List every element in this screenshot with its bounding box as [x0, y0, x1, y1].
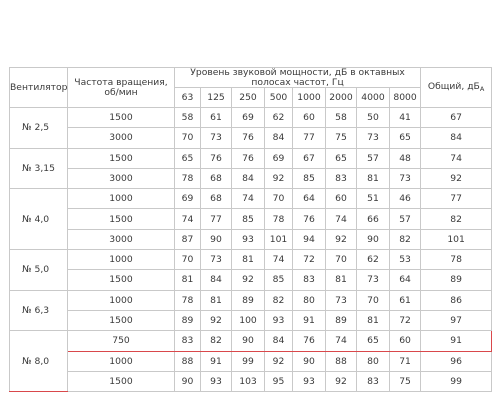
level-cell-8000: 64 [390, 270, 421, 290]
rpm-cell: 1500 [68, 209, 175, 229]
level-cell-63: 58 [175, 108, 201, 128]
level-cell-1000: 83 [293, 270, 326, 290]
level-cell-250: 69 [232, 108, 265, 128]
band-header-250: 250 [232, 88, 265, 108]
level-cell-2000: 73 [326, 290, 357, 310]
table-row [10, 229, 492, 249]
level-cell-125: 61 [201, 108, 232, 128]
total-cell: 97 [421, 310, 492, 330]
table-row [10, 371, 492, 391]
level-cell-8000: 53 [390, 250, 421, 270]
level-cell-4000: 83 [357, 371, 390, 391]
level-cell-125: 93 [201, 371, 232, 391]
table-row [10, 290, 492, 310]
level-cell-1000: 77 [293, 128, 326, 148]
table-row [10, 310, 492, 330]
level-cell-500: 84 [265, 331, 293, 351]
total-cell: 92 [421, 168, 492, 188]
level-cell-125: 84 [201, 270, 232, 290]
rpm-cell: 1000 [68, 250, 175, 270]
level-cell-125: 76 [201, 148, 232, 168]
fan-column-header: Вентилятор [10, 68, 68, 108]
total-header-subscript: А [479, 85, 485, 94]
level-cell-4000: 51 [357, 189, 390, 209]
level-cell-500: 92 [265, 351, 293, 371]
table-header [10, 68, 492, 108]
rpm-cell: 1500 [68, 108, 175, 128]
band-header-8000: 8000 [390, 88, 421, 108]
table-row [10, 209, 492, 229]
table-body [10, 108, 492, 392]
level-cell-63: 70 [175, 250, 201, 270]
level-cell-8000: 72 [390, 310, 421, 330]
fan-size-cell: № 5,0 [10, 250, 68, 291]
table-row [10, 108, 492, 128]
level-cell-8000: 71 [390, 351, 421, 371]
level-cell-2000: 60 [326, 189, 357, 209]
total-cell: 101 [421, 229, 492, 249]
level-cell-500: 82 [265, 290, 293, 310]
level-cell-63: 88 [175, 351, 201, 371]
level-cell-500: 84 [265, 128, 293, 148]
level-cell-8000: 75 [390, 371, 421, 391]
level-cell-2000: 89 [326, 310, 357, 330]
level-cell-250: 99 [232, 351, 265, 371]
level-cell-125: 81 [201, 290, 232, 310]
level-cell-4000: 73 [357, 270, 390, 290]
level-cell-2000: 92 [326, 229, 357, 249]
table-row [10, 168, 492, 188]
rpm-cell: 1000 [68, 290, 175, 310]
level-cell-500: 69 [265, 148, 293, 168]
total-cell: 86 [421, 290, 492, 310]
level-cell-125: 77 [201, 209, 232, 229]
level-cell-8000: 60 [390, 331, 421, 351]
level-cell-1000: 72 [293, 250, 326, 270]
level-cell-125: 82 [201, 331, 232, 351]
fan-size-cell: № 4,0 [10, 189, 68, 250]
band-header-63: 63 [175, 88, 201, 108]
level-cell-125: 68 [201, 168, 232, 188]
level-cell-1000: 90 [293, 351, 326, 371]
band-header-2000: 2000 [326, 88, 357, 108]
level-cell-63: 90 [175, 371, 201, 391]
level-cell-1000: 67 [293, 148, 326, 168]
level-cell-125: 90 [201, 229, 232, 249]
level-cell-63: 65 [175, 148, 201, 168]
level-cell-500: 70 [265, 189, 293, 209]
level-cell-125: 73 [201, 128, 232, 148]
total-cell: 67 [421, 108, 492, 128]
level-cell-2000: 65 [326, 148, 357, 168]
rpm-cell: 1000 [68, 189, 175, 209]
level-cell-500: 74 [265, 250, 293, 270]
level-cell-1000: 85 [293, 168, 326, 188]
rpm-cell: 1500 [68, 270, 175, 290]
total-cell: 91 [421, 331, 492, 351]
level-cell-4000: 70 [357, 290, 390, 310]
level-cell-8000: 73 [390, 168, 421, 188]
level-cell-8000: 82 [390, 229, 421, 249]
band-header-4000: 4000 [357, 88, 390, 108]
level-cell-250: 81 [232, 250, 265, 270]
level-cell-2000: 92 [326, 371, 357, 391]
level-cell-63: 70 [175, 128, 201, 148]
level-cell-4000: 73 [357, 128, 390, 148]
level-cell-2000: 70 [326, 250, 357, 270]
level-cell-250: 76 [232, 128, 265, 148]
level-cell-2000: 75 [326, 128, 357, 148]
level-cell-2000: 83 [326, 168, 357, 188]
level-cell-8000: 57 [390, 209, 421, 229]
level-cell-125: 91 [201, 351, 232, 371]
rpm-cell: 1000 [68, 351, 175, 371]
level-cell-250: 100 [232, 310, 265, 330]
total-cell: 78 [421, 250, 492, 270]
total-cell: 89 [421, 270, 492, 290]
table-row [10, 331, 492, 351]
level-cell-8000: 41 [390, 108, 421, 128]
level-cell-250: 92 [232, 270, 265, 290]
total-cell: 77 [421, 189, 492, 209]
level-cell-4000: 80 [357, 351, 390, 371]
level-cell-4000: 57 [357, 148, 390, 168]
level-cell-63: 78 [175, 168, 201, 188]
total-cell: 74 [421, 148, 492, 168]
band-header-1000: 1000 [293, 88, 326, 108]
level-cell-8000: 65 [390, 128, 421, 148]
rpm-cell: 1500 [68, 148, 175, 168]
table-row [10, 270, 492, 290]
rpm-cell: 3000 [68, 128, 175, 148]
level-cell-500: 85 [265, 270, 293, 290]
level-cell-1000: 91 [293, 310, 326, 330]
speed-column-header: Частота вращения, об/мин [68, 68, 175, 108]
fan-size-cell: № 6,3 [10, 290, 68, 331]
band-header-500: 500 [265, 88, 293, 108]
level-cell-4000: 50 [357, 108, 390, 128]
level-cell-250: 103 [232, 371, 265, 391]
level-cell-125: 73 [201, 250, 232, 270]
table-row [10, 351, 492, 371]
rpm-cell: 1500 [68, 371, 175, 391]
level-cell-125: 92 [201, 310, 232, 330]
level-cell-1000: 80 [293, 290, 326, 310]
level-cell-63: 81 [175, 270, 201, 290]
level-cell-2000: 81 [326, 270, 357, 290]
level-cell-250: 74 [232, 189, 265, 209]
level-cell-500: 92 [265, 168, 293, 188]
table-row [10, 189, 492, 209]
table-row [10, 128, 492, 148]
level-cell-500: 93 [265, 310, 293, 330]
fan-size-cell: № 2,5 [10, 108, 68, 149]
level-cell-500: 95 [265, 371, 293, 391]
level-cell-500: 101 [265, 229, 293, 249]
table-row [10, 148, 492, 168]
total-cell: 96 [421, 351, 492, 371]
level-cell-1000: 94 [293, 229, 326, 249]
sound-power-table [9, 67, 492, 392]
level-cell-63: 87 [175, 229, 201, 249]
total-cell: 99 [421, 371, 492, 391]
level-cell-250: 85 [232, 209, 265, 229]
band-header-125: 125 [201, 88, 232, 108]
level-cell-4000: 90 [357, 229, 390, 249]
total-column-header [421, 68, 492, 108]
level-cell-1000: 60 [293, 108, 326, 128]
level-cell-1000: 64 [293, 189, 326, 209]
level-cell-2000: 74 [326, 331, 357, 351]
level-cell-2000: 74 [326, 209, 357, 229]
total-cell: 82 [421, 209, 492, 229]
level-cell-4000: 66 [357, 209, 390, 229]
level-cell-1000: 93 [293, 371, 326, 391]
level-cell-250: 89 [232, 290, 265, 310]
rpm-cell: 3000 [68, 168, 175, 188]
level-cell-8000: 46 [390, 189, 421, 209]
level-cell-500: 78 [265, 209, 293, 229]
level-cell-8000: 61 [390, 290, 421, 310]
total-header-label: Общий, дБ [427, 81, 480, 93]
level-cell-250: 84 [232, 168, 265, 188]
level-cell-500: 62 [265, 108, 293, 128]
rpm-cell: 750 [68, 331, 175, 351]
level-cell-63: 89 [175, 310, 201, 330]
level-cell-250: 93 [232, 229, 265, 249]
level-cell-4000: 81 [357, 168, 390, 188]
level-cell-4000: 62 [357, 250, 390, 270]
level-cell-63: 78 [175, 290, 201, 310]
level-cell-8000: 48 [390, 148, 421, 168]
rpm-cell: 3000 [68, 229, 175, 249]
level-cell-2000: 88 [326, 351, 357, 371]
level-cell-4000: 81 [357, 310, 390, 330]
level-cell-250: 90 [232, 331, 265, 351]
levels-column-header: Уровень звуковой мощности, дБ в октавных полосах частот, Гц [175, 68, 421, 88]
rpm-cell: 1500 [68, 310, 175, 330]
level-cell-63: 83 [175, 331, 201, 351]
level-cell-1000: 76 [293, 209, 326, 229]
level-cell-1000: 76 [293, 331, 326, 351]
table-row [10, 250, 492, 270]
level-cell-4000: 65 [357, 331, 390, 351]
fan-size-cell: № 8,0 [10, 331, 68, 392]
level-cell-63: 74 [175, 209, 201, 229]
total-cell: 84 [421, 128, 492, 148]
level-cell-250: 76 [232, 148, 265, 168]
level-cell-125: 68 [201, 189, 232, 209]
level-cell-63: 69 [175, 189, 201, 209]
level-cell-2000: 58 [326, 108, 357, 128]
fan-size-cell: № 3,15 [10, 148, 68, 189]
